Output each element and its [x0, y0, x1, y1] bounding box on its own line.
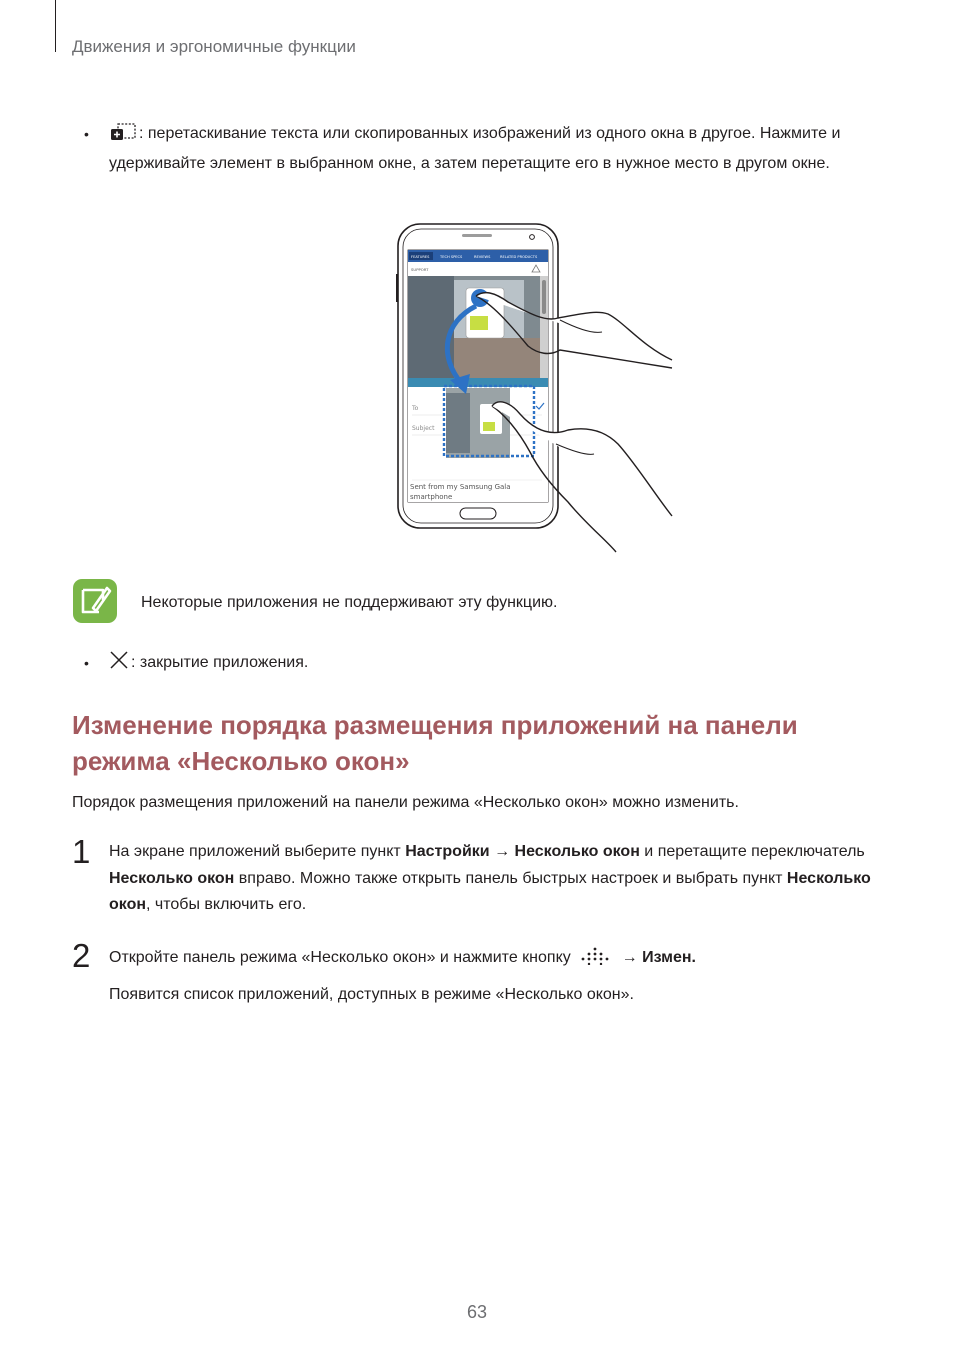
step-result: Появится список приложений, доступных в режиме «Несколько окон».	[109, 986, 634, 1003]
section-title: Изменение порядка размещения приложений на панели режима «Несколько окон»	[72, 710, 798, 776]
close-description	[109, 650, 308, 678]
tab-label: TECH SPECS	[440, 255, 463, 259]
tab-label: REVIEWS	[474, 255, 491, 259]
edit-option: Измен.	[642, 949, 696, 966]
email-signature: Sent from my Samsung Gala	[410, 483, 511, 491]
email-to-label: To	[412, 405, 419, 412]
step-number: 1	[72, 833, 91, 870]
switch-multi-window: Несколько окон	[109, 869, 235, 887]
menu-item-multi-window: Несколько окон	[514, 843, 640, 860]
close-icon	[109, 651, 129, 678]
step-text: На экране приложений выберите пункт Настройки → Несколько окон и перетащите переключатель Несколько окон вправо. Можно также открыть панель быстрых настроек и выбрать пункт Несколько окон, чтобы включить его.	[109, 843, 871, 913]
section-intro: Порядок размещения приложений на панели режима «Несколько окон» можно изменить.	[72, 794, 739, 811]
email-signature: smartphone	[410, 493, 453, 501]
drag-description	[109, 121, 889, 177]
note-pencil-icon	[72, 578, 118, 624]
page-number: 63	[466, 1302, 488, 1322]
close-text: : закрытие приложения.	[131, 654, 309, 671]
note-text: Некоторые приложения не поддерживают эту функцию.	[141, 594, 558, 611]
support-label: SUPPORT	[411, 267, 429, 272]
drag-and-drop-icon	[109, 121, 137, 151]
running-head: Движения и эргономичные функции	[72, 37, 356, 56]
more-dots-icon	[579, 947, 611, 975]
tab-label: RELATED PRODUCTS	[500, 255, 538, 259]
header-rule	[55, 0, 56, 52]
bullet-dot: •	[84, 655, 89, 671]
step-text: Откройте панель режима «Несколько окон» и нажмите кнопку → Измен.	[109, 945, 889, 975]
quick-setting-multi-window: Несколько окон	[109, 869, 871, 913]
email-subject-label: Subject	[412, 425, 435, 432]
menu-item-settings: Настройки	[405, 843, 490, 860]
tab-label: FEATURES	[411, 255, 430, 259]
drag-text: : перетаскивание текста или скопированных изображений из одного окна в другое. Нажмите и удерживайте элемент в выбранном окне, а затем перетащите его в нужное место в другом окне.	[109, 125, 841, 172]
multi-window-drag-illustration	[380, 218, 680, 558]
bullet-dot: •	[84, 126, 89, 142]
step-number: 2	[72, 937, 91, 974]
